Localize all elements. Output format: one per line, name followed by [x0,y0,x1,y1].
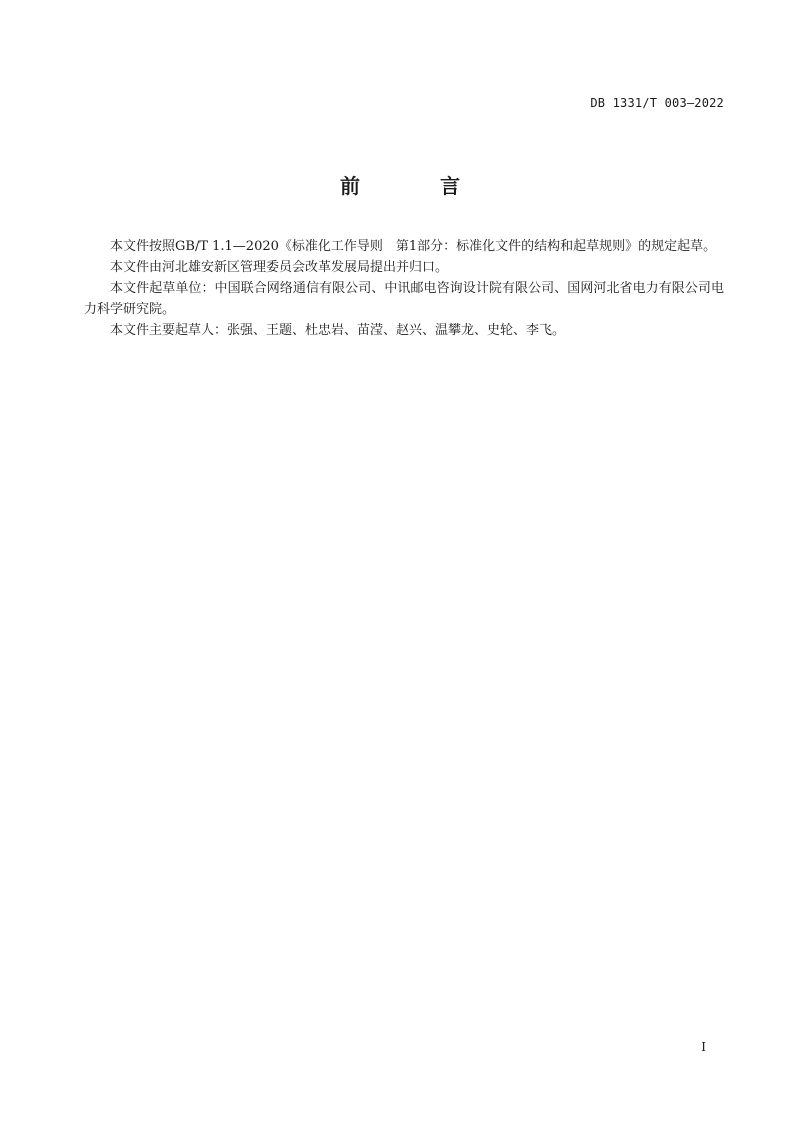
document-code: DB 1331/T 003—2022 [590,96,724,110]
paragraph-drafting-units: 本文件起草单位：中国联合网络通信有限公司、中讯邮电咨询设计院有限公司、国网河北省电力有限公司电力科学研究院。 [84,281,724,317]
page-title: 前 言 [340,174,490,198]
paragraph-drafters: 本文件主要起草人：张强、王题、杜忠岩、苗滢、赵兴、温攀龙、史轮、李飞。 [110,323,566,338]
paragraph-proposer: 本文件由河北雄安新区管理委员会改革发展局提出并归口。 [110,260,449,275]
page-number: I [701,1040,706,1054]
paragraph-drafting-rule: 本文件按照GB/T 1.1—2020《标准化工作导则 第1部分：标准化文件的结构和起草规则》的规定起草。 [110,239,717,254]
foreword-body [84,236,724,341]
